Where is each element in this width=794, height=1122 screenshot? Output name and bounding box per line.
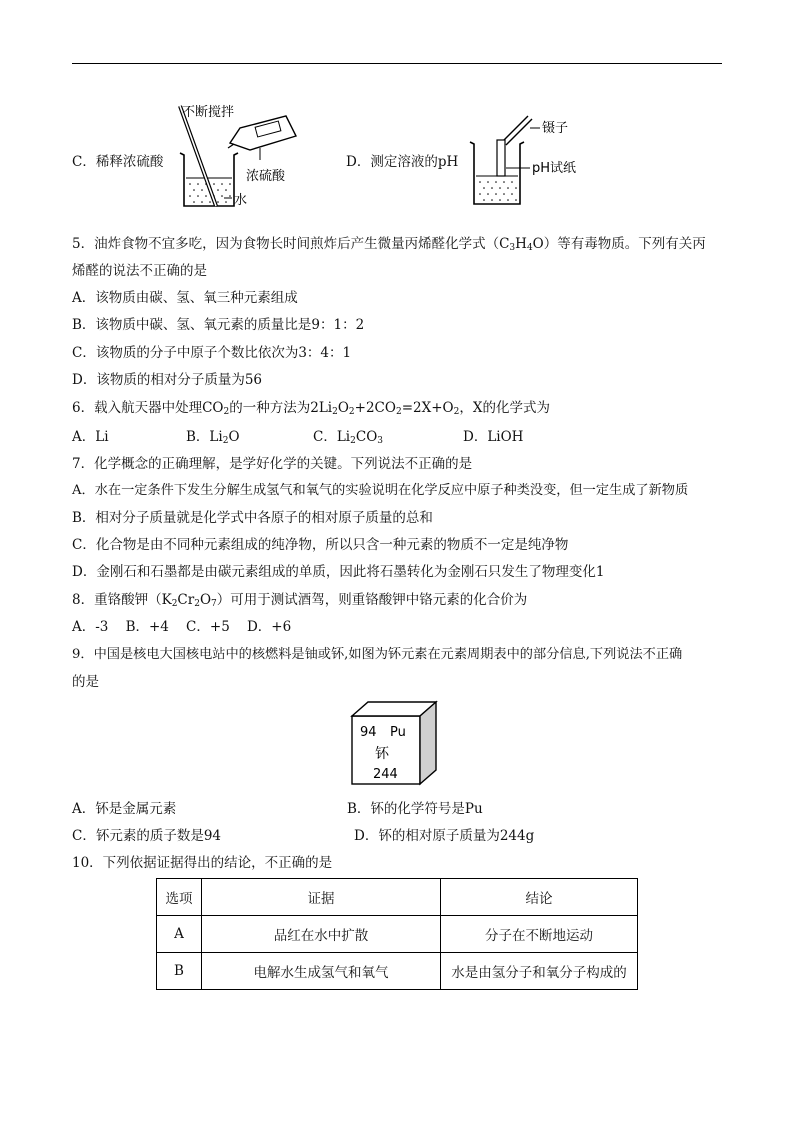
- table-row: [157, 916, 638, 953]
- row-b-evidence: 电解水生成氢气和氧气: [202, 953, 441, 990]
- q8-options: A．-3 B．+4 C．+5 D．+6: [72, 619, 292, 635]
- q6-option-c: C．$Li_2CO_3$: [313, 429, 383, 446]
- q6-option-d: D．LiOH: [463, 429, 524, 445]
- tweezers-label: 镊子: [542, 121, 569, 136]
- header-option: 选项: [157, 879, 202, 916]
- q5-option-a: A．该物质由碳、氢、氧三种元素组成: [72, 290, 298, 306]
- q5-option-c: C．该物质的分子中原子个数比依次为3：4：1: [72, 345, 352, 361]
- element-number: 94: [360, 725, 377, 740]
- q9-stem: 9．中国是核电大国核电站中的核燃料是铀或钚,如图为钚元素在元素周期表中的部分信息,下列说法不正确: [72, 647, 683, 662]
- q7-option-a: A．水在一定条件下发生分解生成氢气和氧气的实验说明在化学反应中原子种类没变，但一定生成了新物质: [72, 483, 689, 498]
- q9-option-d: D．钚的相对原子质量为244g: [354, 828, 535, 844]
- header-conclusion: 结论: [441, 879, 638, 916]
- q4-option-d: D．测定溶液的pH: [346, 154, 459, 170]
- ph-paper-label: pH试纸: [532, 161, 577, 176]
- row-a-evidence: 品红在水中扩散: [202, 916, 441, 953]
- q7-option-b: B．相对分子质量就是化学式中各原子的相对原子质量的总和: [72, 510, 433, 526]
- q6-option-a: A．Li: [72, 429, 109, 445]
- ph-test-figure: [460, 112, 590, 212]
- q5-stem: 5．油炸食物不宜多吃，因为食物长时间煎炸后产生微量丙烯醛化学式$(C_3H_4O)$等有毒物质。下列有关丙: [72, 236, 706, 253]
- ph-paper: [497, 140, 505, 176]
- element-mass: 244: [373, 767, 398, 782]
- q9-option-a: A．钚是金属元素: [72, 801, 177, 817]
- q9-stem-line2: 的是: [72, 674, 99, 690]
- q7-option-c: C．化合物是由不同种元素组成的纯净物，所以只含一种元素的物质不一定是纯净物: [72, 537, 569, 553]
- row-b-option: B: [157, 953, 202, 990]
- q5-stem-line2: 烯醛的说法不正确的是: [72, 263, 207, 279]
- dilute-acid-figure: [168, 98, 318, 213]
- q7-stem: 7．化学概念的正确理解，是学好化学的关键。下列说法不正确的是: [72, 456, 473, 472]
- header-evidence: 证据: [202, 879, 441, 916]
- element-name: 钚: [375, 746, 389, 762]
- tweezers: [502, 116, 528, 142]
- table-header-row: [157, 879, 638, 916]
- element-card-plutonium: [348, 698, 444, 790]
- q9-option-c: C．钚元素的质子数是94: [72, 828, 222, 844]
- acid-label: 浓硫酸: [246, 169, 286, 184]
- q10-stem: 10．下列依据证据得出的结论，不正确的是: [72, 855, 333, 871]
- stir-label: 不断搅拌: [182, 105, 235, 120]
- row-a-option: A: [157, 916, 202, 953]
- water-label: 水: [234, 193, 248, 208]
- q7-option-d: D．金刚石和石墨都是由碳元素组成的单质，因此将石墨转化为金刚石只发生了物理变化1: [72, 564, 605, 580]
- q5-option-b: B．该物质中碳、氢、氧元素的质量比是9：1：2: [72, 317, 365, 333]
- q5-option-d: D．该物质的相对分子质量为56: [72, 372, 263, 388]
- q6-option-b: B．$Li_2O$: [186, 429, 240, 446]
- q8-stem: 8．重铬酸钾$(K_2Cr_2O_7)$可用于测试酒驾，则重铬酸钾中铬元素的化合价为: [72, 592, 528, 609]
- q10-table: [156, 878, 638, 990]
- row-b-conclusion: 水是由氢分子和氧分子构成的: [441, 953, 638, 990]
- table-row: [157, 953, 638, 990]
- q9-option-b: B．钚的化学符号是Pu: [347, 801, 483, 817]
- header-rule: [72, 63, 722, 64]
- q6-stem: 6．载入航天器中处理$CO_2$的一种方法为$2Li_2O_2+2CO_2=2X+O_2$，X的化学式为: [72, 400, 550, 417]
- element-symbol: Pu: [390, 725, 406, 740]
- q4-option-c: C．稀释浓硫酸: [72, 154, 164, 170]
- row-a-conclusion: 分子在不断地运动: [441, 916, 638, 953]
